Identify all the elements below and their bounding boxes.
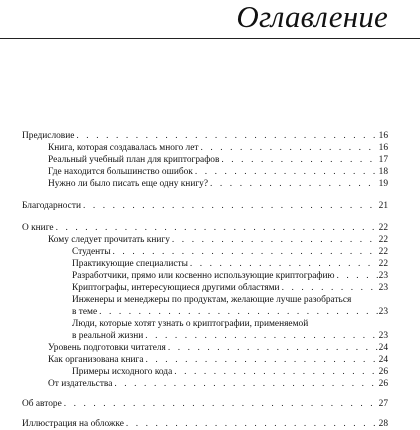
toc-entry-title: Предисловие [22,131,75,141]
page-number: 22 [378,223,388,233]
dot-leader [188,258,378,270]
dot-leader [219,154,377,166]
page-number: 23 [378,271,388,281]
toc-entry-title: Инженеры и менеджеры по продуктам, желающие лучше разобраться [72,295,352,305]
dot-leader [144,354,378,366]
toc-entry-title: Люди, которые хотят узнать о криптографии, применяемой [72,319,309,329]
page-title: Оглавление [236,0,388,34]
dot-leader [54,222,378,234]
dot-leader [198,142,377,154]
toc-entry-title-continued: в реальной жизни [72,331,144,341]
page-number: 23 [378,331,388,341]
table-of-contents [0,120,420,429]
toc-entry-title: О книге [22,223,54,233]
toc-entry-title: Криптографы, интересующиеся другими областями [72,283,280,293]
page-number: 22 [378,247,388,257]
toc-entry-title: Реальный учебный план для криптографов [48,155,220,165]
title-divider [0,38,420,39]
toc-entry-title: Об авторе [22,399,62,409]
dot-leader [172,366,377,378]
page-number: 24 [378,355,388,365]
dot-leader [81,200,378,212]
dot-leader [112,378,377,390]
dot-leader [193,166,378,178]
page-number: 19 [378,179,388,189]
toc-subsubentry[interactable] [0,294,420,318]
page-number: 23 [378,283,388,293]
toc-entry-title: От издательства [48,379,113,389]
dot-leader [111,246,378,258]
toc-entry-title: Примеры исходного кода [72,367,173,377]
page-number: 17 [378,155,388,165]
toc-entry-title: Кому следует прочитать книгу [48,235,170,245]
page-number: 18 [378,167,388,177]
dot-leader [208,178,378,190]
toc-entry-title: Иллюстрация на обложке [22,419,124,429]
dot-leader [97,306,378,318]
toc-entry-title: Разработчики, прямо или косвенно использующие криптографию [72,271,335,281]
toc-entry-title: Как организована книга [48,355,144,365]
page-number: 26 [378,367,388,377]
dot-leader [143,330,377,342]
page-number: 22 [378,259,388,269]
page-number: 16 [378,143,388,153]
dot-leader [170,234,378,246]
toc-entry-title: Практикующие специалисты [72,259,188,269]
toc-entry-title: Благодарности [22,201,81,211]
toc-entry-title: Уровень подготовки читателя [48,343,166,353]
toc-entry-title: Где находится большинство ошибок [48,167,193,177]
toc-entry-title: Книга, которая создавалась много лет [48,143,199,153]
dot-leader [62,398,378,410]
toc-entry-title: Студенты [72,247,111,257]
dot-leader [74,130,377,142]
page-number: 23 [378,307,388,317]
toc-entry-title: Нужно ли было писать еще одну книгу? [48,179,209,189]
dot-leader [280,282,378,294]
dot-leader [335,270,378,282]
toc-subsubentry[interactable] [0,318,420,342]
page-number: 21 [378,201,388,211]
page-number: 26 [378,379,388,389]
page-number: 22 [378,235,388,245]
toc-entry-title-continued: в теме [72,307,98,317]
dot-leader [166,342,378,354]
page-number: 27 [378,399,388,409]
page-number: 28 [378,419,388,429]
page-number: 16 [378,131,388,141]
page-number: 24 [378,343,388,353]
